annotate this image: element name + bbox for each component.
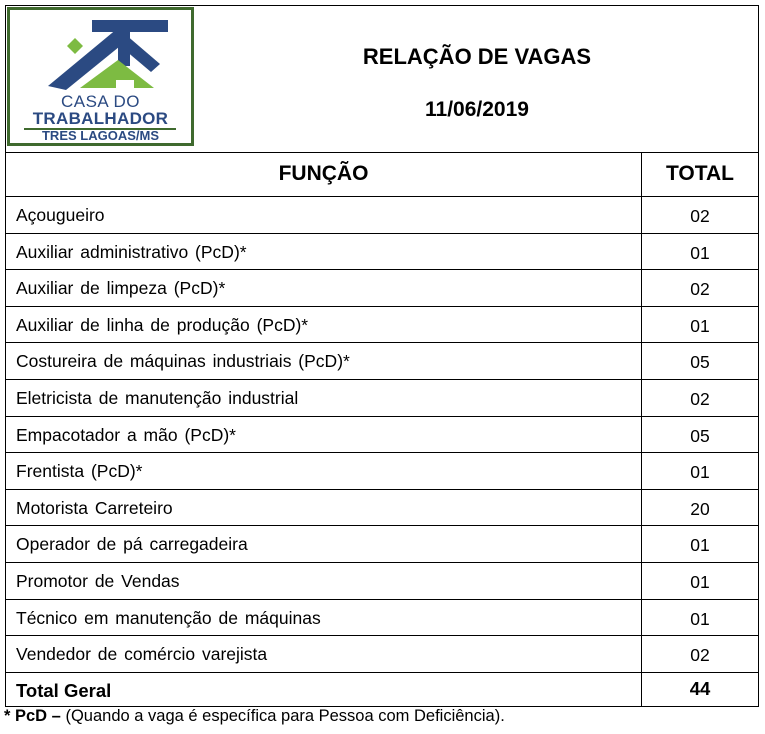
logo-line-3: TRES LAGOAS/MS xyxy=(41,128,159,143)
cell-funcao: Vendedor de comércio varejista xyxy=(16,644,268,665)
cell-funcao: Eletricista de manutenção industrial xyxy=(16,387,299,408)
cell-funcao: Auxiliar de limpeza (PcD)* xyxy=(16,278,226,299)
cell-total: 02 xyxy=(690,279,710,300)
table-row xyxy=(6,270,758,307)
job-listing-sheet xyxy=(5,5,759,707)
table-row xyxy=(6,490,758,527)
casa-do-trabalhador-logo xyxy=(7,7,194,146)
table-header xyxy=(6,152,758,197)
column-header-funcao: FUNÇÃO xyxy=(278,162,369,185)
cell-total: 02 xyxy=(690,388,710,409)
cell-funcao: Costureira de máquinas industriais (PcD)* xyxy=(16,351,350,372)
page-title: RELAÇÃO DE VAGAS xyxy=(362,44,592,69)
cell-total: 01 xyxy=(690,535,710,556)
cell-total: 20 xyxy=(690,498,710,519)
cell-total: 02 xyxy=(690,206,710,226)
cell-total: 01 xyxy=(690,315,710,336)
cell-total: 01 xyxy=(690,571,710,592)
table-row xyxy=(6,417,758,454)
cell-funcao: Auxiliar de linha de produção (PcD)* xyxy=(16,314,309,335)
header xyxy=(6,6,758,153)
cell-total: 01 xyxy=(690,242,710,263)
total-label: Total Geral xyxy=(16,680,112,701)
logo-line-2: TRABALHADOR xyxy=(32,109,169,128)
table-row xyxy=(6,453,758,490)
cell-total: 01 xyxy=(690,608,710,629)
table-row xyxy=(6,636,758,673)
page-date: 11/06/2019 xyxy=(425,98,529,121)
cell-total: 05 xyxy=(690,425,710,446)
total-row xyxy=(6,675,758,707)
cell-funcao: Operador de pá carregadeira xyxy=(16,534,248,555)
table-row xyxy=(6,343,758,380)
footnote-prefix: * PcD – xyxy=(4,707,61,725)
table-row xyxy=(6,307,758,344)
footnote xyxy=(4,707,505,726)
table-row xyxy=(6,526,758,563)
table-row xyxy=(6,380,758,417)
cell-funcao: Empacotador a mão (PcD)* xyxy=(16,424,236,445)
cell-total: 01 xyxy=(690,462,710,483)
cell-total: 05 xyxy=(690,352,710,373)
cell-funcao: Promotor de Vendas xyxy=(16,570,180,591)
table-row xyxy=(6,197,758,234)
cell-funcao: Auxiliar administrativo (PcD)* xyxy=(16,241,247,262)
footnote-text: (Quando a vaga é específica para Pessoa com Deficiência). xyxy=(60,707,505,725)
cell-funcao: Açougueiro xyxy=(16,205,105,225)
table-body xyxy=(6,197,758,673)
house-roof-icon xyxy=(18,16,183,96)
table-row xyxy=(6,234,758,271)
cell-funcao: Técnico em manutenção de máquinas xyxy=(16,607,321,628)
table-row xyxy=(6,563,758,600)
total-value: 44 xyxy=(689,678,711,699)
column-header-total: TOTAL xyxy=(665,162,735,185)
cell-total: 02 xyxy=(690,645,710,666)
table-row xyxy=(6,600,758,637)
logo-line-1: CASA DO xyxy=(60,92,141,111)
cell-funcao: Frentista (PcD)* xyxy=(16,461,143,482)
cell-funcao: Motorista Carreteiro xyxy=(16,497,173,518)
